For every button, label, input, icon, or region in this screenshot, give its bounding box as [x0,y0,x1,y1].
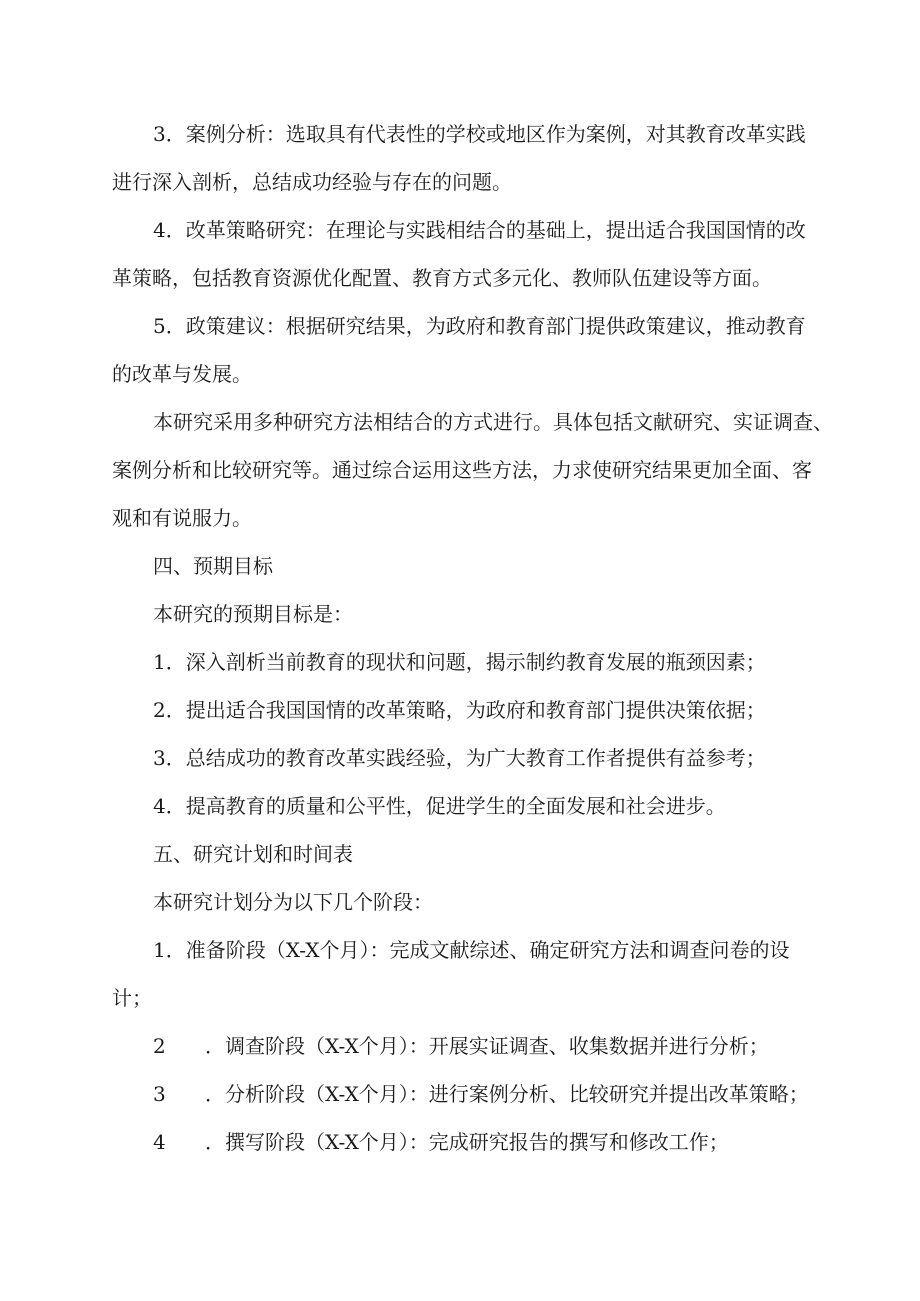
plan-stage-text: ．调查阶段（X-X个月）：开展实证调查、收集数据并进行分析； [205,1034,769,1058]
goal-item: 3．总结成功的教育改革实践经验，为广大教育工作者提供有益参考； [153,746,766,770]
goals-intro: 本研究的预期目标是： [153,602,353,626]
paragraph-policy-line2: 的改革与发展。 [112,362,252,386]
plan-intro: 本研究计划分为以下几个阶段： [153,890,433,914]
paragraph-policy-line1: 5．政策建议：根据研究结果，为政府和教育部门提供政策建议，推动教育 [153,314,806,338]
plan-stage-text: ．分析阶段（X-X个月）：进行案例分析、比较研究并提出改革策略； [205,1082,809,1106]
goal-item: 2．提出适合我国国情的改革策略，为政府和教育部门提供决策依据； [153,698,766,722]
section-heading-plan: 五、研究计划和时间表 [153,842,353,866]
paragraph-reform-strategy-line2: 革策略，包括教育资源优化配置、教育方式多元化、教师队伍建设等方面。 [112,266,772,290]
paragraph-case-analysis-line2: 进行深入剖析，总结成功经验与存在的问题。 [112,170,512,194]
plan-stage-number: 3 [153,1082,166,1106]
goal-item: 1．深入剖析当前教育的现状和问题，揭示制约教育发展的瓶颈因素； [153,650,766,674]
plan-stage-number: 2 [153,1034,166,1058]
paragraph-methods-line1: 本研究采用多种研究方法相结合的方式进行。具体包括文献研究、实证调查、 [153,410,833,434]
paragraph-reform-strategy-line1: 4．改革策略研究：在理论与实践相结合的基础上，提出适合我国国情的改 [153,218,806,242]
plan-stage-1-line2: 计； [112,986,152,1010]
paragraph-methods-line2: 案例分析和比较研究等。通过综合运用这些方法，力求使研究结果更加全面、客 [112,458,812,482]
plan-stage-item [153,1082,809,1106]
plan-stage-item [153,1034,769,1058]
goal-item: 4．提高教育的质量和公平性，促进学生的全面发展和社会进步。 [153,794,726,818]
plan-stage-text: ．撰写阶段（X-X个月）：完成研究报告的撰写和修改工作； [205,1130,729,1154]
plan-stage-1-line1: 1．准备阶段（X-X个月）：完成文献综述、确定研究方法和调查问卷的设 [153,938,790,962]
paragraph-methods-line3: 观和有说服力。 [112,506,252,530]
paragraph-case-analysis-line1: 3．案例分析：选取具有代表性的学校或地区作为案例，对其教育改革实践 [153,122,806,146]
plan-stage-number: 4 [153,1130,166,1154]
section-heading-goals: 四、预期目标 [153,554,273,578]
plan-stage-item [153,1130,729,1154]
